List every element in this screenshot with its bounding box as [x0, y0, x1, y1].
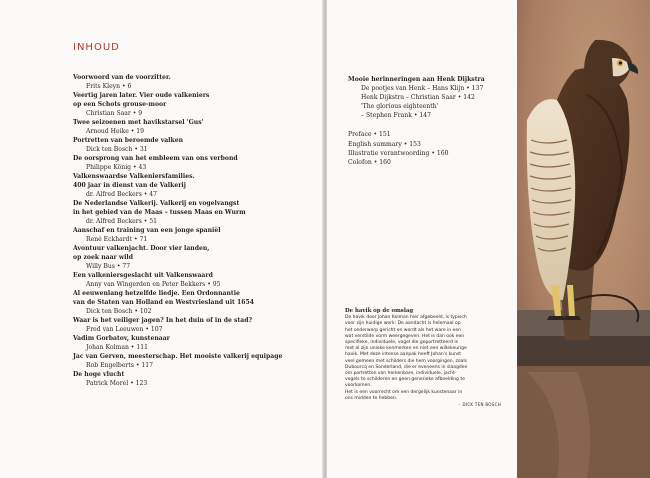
table-of-contents	[73, 73, 318, 388]
caption-signature: – DICK TEN BOSCH	[458, 402, 501, 408]
toc-entry	[73, 244, 318, 271]
toc-entry-author: Philippe König • 43	[86, 164, 147, 171]
toc-entry	[73, 334, 318, 352]
back-matter-item: English summary • 153	[348, 140, 421, 148]
caption-line: De havik door Johan Kolman hier afgebeeld, is typisch	[345, 315, 467, 321]
caption-line: Dubourcq en Sonderland, die er eveneens in slaagden	[345, 364, 468, 370]
hawk-painting	[517, 0, 650, 478]
toc-entry-author: Dick ten Bosch • 31	[86, 146, 148, 153]
toc-entry-author: Dick ten Bosch • 102	[86, 308, 152, 315]
group-item: – Stephen Frank • 147	[361, 112, 431, 120]
toc-entry-author: René Eckhardt • 71	[86, 236, 148, 243]
toc-entry	[73, 370, 318, 388]
caption-line: specifieke, individuele, vogel die geportretteerd is	[345, 340, 458, 346]
toc-entry-title: Al eeuwenlang hetzelfde liedje. Een Ordonnantie	[73, 290, 240, 297]
toc-entry-title: Vadim Gorbatov, kunstenaar	[73, 335, 170, 342]
group-title: Mooie herinneringen aan Henk Dijkstra	[348, 76, 485, 83]
toc-entry-author: Arnoud Heike • 19	[86, 128, 145, 135]
toc-entry-author: Anny van Wingerden en Peter Bekkers • 95	[86, 281, 221, 288]
toc-entry-author: Patrick Morel • 123	[86, 380, 148, 387]
toc-entry	[73, 172, 318, 199]
group-item: De pootjes van Henk – Hans Klijn • 137	[361, 85, 484, 93]
toc-entry-author: Frits Kleyn • 6	[86, 83, 132, 90]
toc-entry-title: 400 jaar in dienst van de Valkerij	[73, 182, 186, 189]
toc-entry-author: dr. Alfred Beckers • 47	[86, 191, 158, 198]
contents-heading: INHOUD	[73, 42, 120, 53]
group-item: Henk Dijkstra – Christian Saar • 142	[361, 94, 475, 102]
toc-entry-title: op een Schots grouse-moor	[73, 101, 167, 108]
toc-entry-title: Waar is het veiliger jagen? In het duin of in de stad?	[73, 317, 253, 324]
toc-entry	[73, 352, 318, 370]
caption-line: voor zijn huidige werk: De aandacht is helemaal op	[345, 321, 461, 327]
right-contents	[348, 75, 523, 167]
toc-entry-author: dr. Alfred Beckers • 51	[86, 218, 158, 225]
caption-line: het onderwerp gericht en wordt als het ware in een	[345, 327, 461, 333]
toc-entry	[73, 118, 318, 136]
toc-entry-title: Twee seizoenen met havikstarsel 'Gus'	[73, 119, 204, 126]
toc-entry-author: Christian Saar • 9	[86, 110, 143, 117]
toc-entry	[73, 271, 318, 289]
toc-entry-title: Avontuur valkenjacht. Door vier landen,	[73, 245, 210, 252]
toc-entry-title: Jac van Gerven, meesterschap. Het mooiste valkerij equipage	[73, 353, 283, 360]
toc-entry	[73, 199, 318, 226]
toc-entry-author: Rob Engelberts • 117	[86, 362, 154, 369]
toc-entry-title: van de Staten van Holland en Westvriesland uit 1654	[73, 299, 254, 306]
toc-entry-title: De oorsprong van het embleem van ons verbond	[73, 155, 238, 162]
caption-line: vogels te schilderen en geen generieke afbeelding te	[345, 377, 465, 383]
cover-caption	[345, 308, 505, 409]
toc-entry-title: Portretten van beroemde valken	[73, 137, 184, 144]
toc-entry	[73, 136, 318, 154]
caption-line: voorkomen.	[345, 383, 372, 389]
toc-entry-title: in het gebied van de Maas – tussen Maas en Wurm	[73, 209, 246, 216]
toc-entry-title: Voorwoord van de voorzitter.	[73, 74, 171, 81]
group-items	[348, 84, 523, 120]
group-item: 'The glorious eighteenth'	[361, 103, 439, 111]
toc-entry-title: op zoek naar wild	[73, 254, 133, 261]
toc-entry-author: Fred van Leeuwen • 107	[86, 326, 163, 333]
hawk-pupil	[619, 62, 622, 65]
caption-line: ons midden te hebben.	[345, 395, 398, 401]
caption-title: De havik op de omslag	[345, 308, 414, 314]
toc-entry-author: Johan Kolman • 111	[86, 344, 148, 351]
toc-entry	[73, 91, 318, 118]
spacer	[348, 120, 523, 130]
caption-line: havik. Met deze intense aanpak heeft Johan's kunst	[345, 352, 461, 358]
toc-entry-title: Valkenswaardse Valkeniersfamilies.	[73, 173, 195, 180]
back-matter-list	[348, 130, 523, 166]
toc-entry-title: Veertig jaren later. Vier oude valkeniers	[73, 92, 210, 99]
toc-entry	[73, 316, 318, 334]
toc-entry-title: De hoge vlucht	[73, 371, 125, 378]
toc-entry	[73, 73, 318, 91]
caption-line: Het is een voorrecht om een dergelijk kunstenaar in	[345, 389, 463, 395]
toc-entry-title: Een valkeniersgeslacht uit Valkenswaard	[73, 272, 213, 279]
right-page	[327, 0, 650, 478]
toc-entry	[73, 154, 318, 172]
toc-entry	[73, 226, 318, 244]
back-matter-item: Preface • 151	[348, 131, 391, 139]
back-matter-item: Colofon • 160	[348, 158, 391, 166]
caption-line: veel gemeen met schilders die hem voorgingen, zoals	[345, 358, 467, 364]
back-matter-item: Illustratie verantwoording • 160	[348, 149, 449, 157]
left-page	[0, 0, 324, 478]
caption-line: wat verstilde vorm weergegeven. Het is dan ook een	[345, 333, 465, 339]
toc-entry-title: De Nederlandse Valkerij. Valkerij en vogelvangst	[73, 200, 240, 207]
caption-line: met al zijn unieke kenmerken en niet een willekeurige	[345, 346, 467, 352]
caption-text	[345, 315, 505, 402]
toc-entry	[73, 289, 318, 316]
toc-entry-author: Willy Bus • 77	[86, 263, 131, 270]
caption-signature-line	[345, 402, 505, 409]
ledge-front	[517, 336, 650, 366]
toc-entry-title: Aanschaf en training van een jonge spaniël	[73, 227, 221, 234]
caption-line: om portretten van herkenbare, individuele, jacht-	[345, 371, 457, 377]
